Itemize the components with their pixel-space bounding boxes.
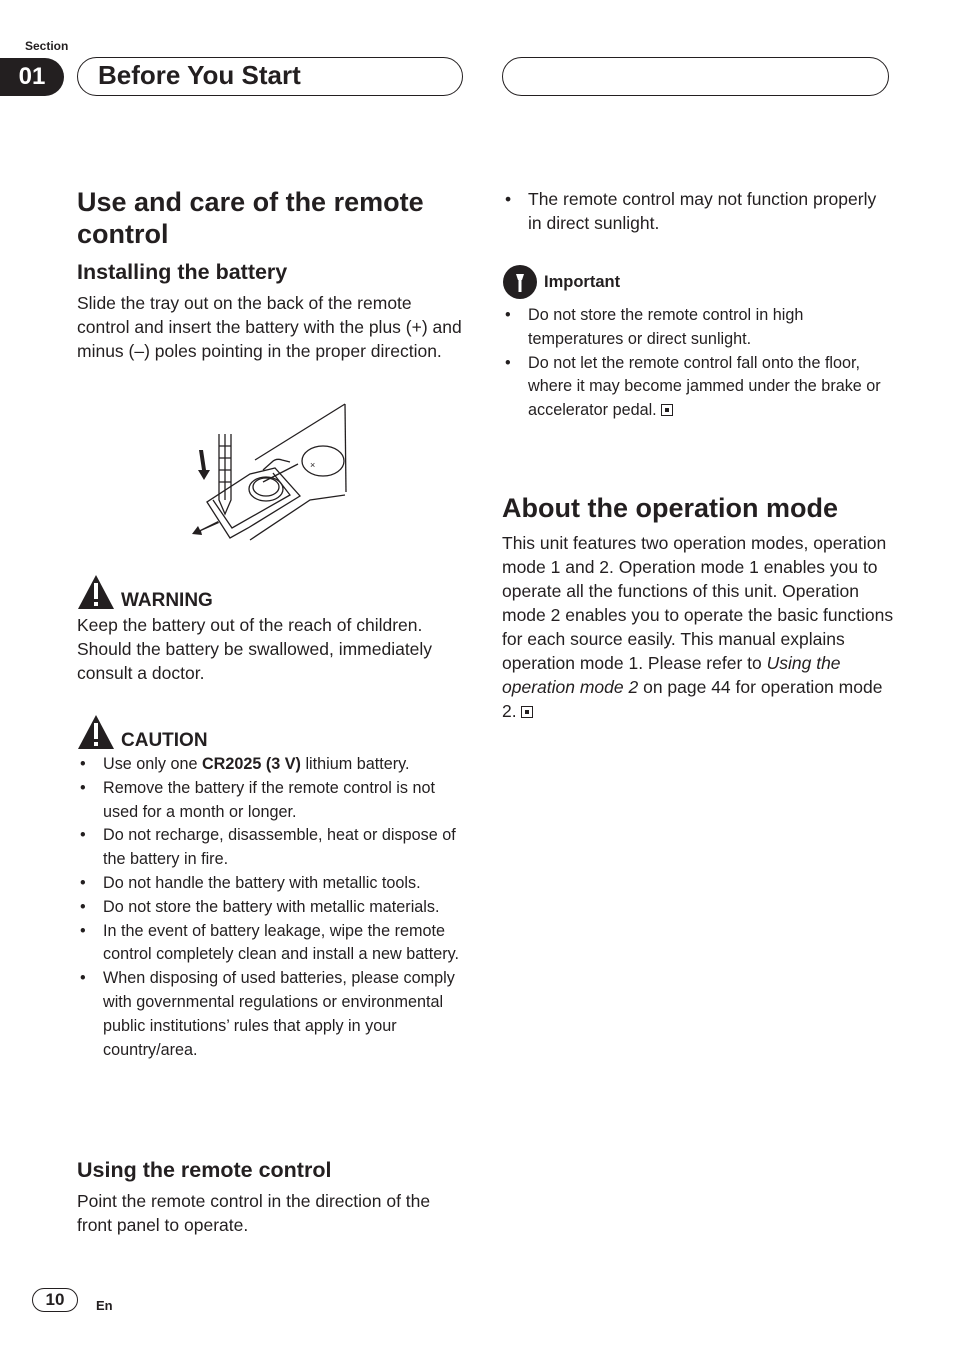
list-item: • Do not store the remote control in high temperatures or direct sunlight. xyxy=(502,304,892,352)
using-remote-block xyxy=(77,1157,467,1237)
operation-mode-text: This unit features two operation modes, operation mode 1 and 2. Operation mode 1 enables you to operate all the functions of this unit. Operation mode 2 enables you to operate the basic functions for each source easily. This manual explains operation mode 1. Please refer to Using the operation mode 2 on page 44 for operation mode 2. xyxy=(502,533,894,721)
battery-installation-illustration xyxy=(190,400,355,545)
header-right-box xyxy=(502,57,889,96)
list-item: • Use only one CR2025 (3 V) lithium battery. xyxy=(77,753,467,777)
warning-label: WARNING xyxy=(121,590,213,611)
heading-operation-mode: About the operation mode xyxy=(502,493,838,523)
heading-installing-battery: Installing the battery xyxy=(77,260,288,284)
page-number: 10 xyxy=(32,1288,78,1312)
operation-mode-block xyxy=(502,492,894,723)
language-code: En xyxy=(96,1298,113,1313)
list-item: • Do not handle the battery with metallic tools. xyxy=(77,872,467,896)
list-item: • Do not store the battery with metallic materials. xyxy=(77,896,467,920)
warning-block xyxy=(77,574,467,685)
main-heading-remote-care: Use and care of the remote control xyxy=(77,187,424,249)
right-column-top xyxy=(502,187,892,235)
list-item: • When disposing of used batteries, please comply with governmental regulations or environmental public institutions’ rules that apply in your country/area. xyxy=(77,967,467,1062)
important-list xyxy=(502,304,892,423)
sunlight-list xyxy=(502,187,892,235)
installing-text: Slide the tray out on the back of the remote control and insert the battery with the plus (+) and minus (–) poles pointing in the proper direction. xyxy=(77,293,462,361)
page-title: Before You Start xyxy=(98,60,301,90)
caution-block xyxy=(77,714,467,1062)
warning-triangle-icon xyxy=(77,574,115,610)
end-mark-icon xyxy=(521,706,533,718)
end-mark-icon xyxy=(661,404,673,416)
important-block xyxy=(502,264,892,423)
important-icon xyxy=(502,264,538,300)
heading-using-remote: Using the remote control xyxy=(77,1158,332,1182)
important-label: Important xyxy=(544,272,621,291)
list-item: • The remote control may not function properly in direct sunlight. xyxy=(502,187,892,235)
section-number: 01 xyxy=(0,58,64,96)
warning-text: Keep the battery out of the reach of children. Should the battery be swallowed, immediately consult a doctor. xyxy=(77,615,433,683)
caution-triangle-icon xyxy=(77,714,115,750)
caution-label: CAUTION xyxy=(121,730,208,751)
svg-text:×: × xyxy=(310,460,316,470)
list-item: • In the event of battery leakage, wipe the remote control completely clean and install a new battery. xyxy=(77,920,467,968)
list-item: • Do not recharge, disassemble, heat or dispose of the battery in fire. xyxy=(77,824,467,872)
list-item: • Remove the battery if the remote control is not used for a month or longer. xyxy=(77,777,467,825)
using-remote-text: Point the remote control in the direction of the front panel to operate. xyxy=(77,1191,431,1235)
section-label: Section xyxy=(25,39,69,53)
list-item: • Do not let the remote control fall onto the floor, where it may become jammed under the brake or accelerator pedal. xyxy=(502,352,892,423)
left-column xyxy=(77,186,467,363)
page-title-box xyxy=(77,57,463,96)
caution-list xyxy=(77,753,467,1062)
